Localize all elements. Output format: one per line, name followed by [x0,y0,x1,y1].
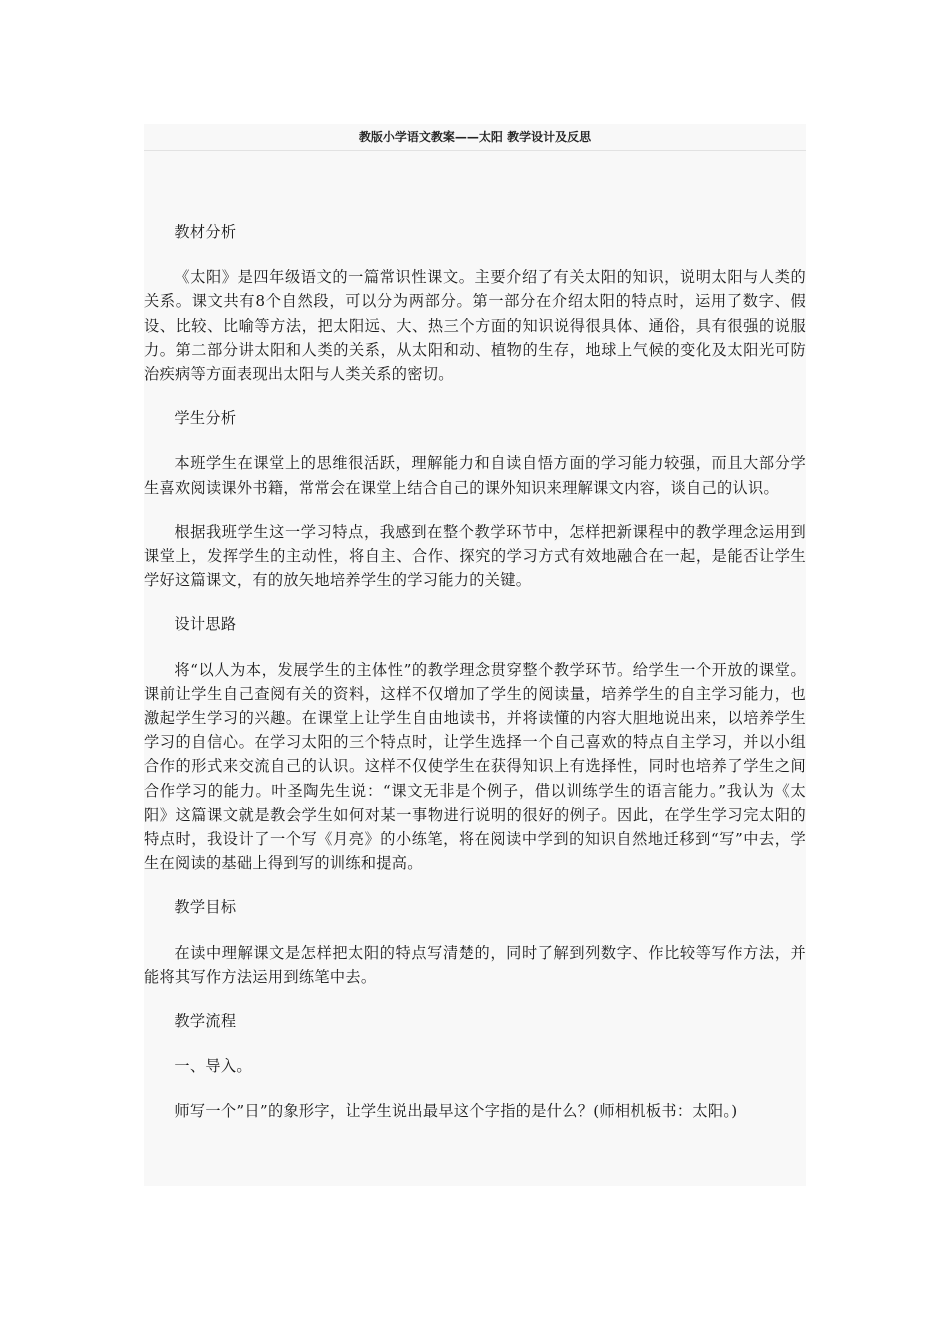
paragraph-design-idea: 将“以人为本，发展学生的主体性”的教学理念贯穿整个教学环节。给学生一个开放的课堂。课前让学生自己查阅有关的资料，这样不仅增加了学生的阅读量，培养学生的自主学习能力，也激起学生学习的兴趣。在课堂上让学生自由地读书，并将读懂的内容大胆地说出来，以培养学生学习的自信心。在学习太阳的三个特点时，让学生选择一个自己喜欢的特点自主学习，并以小组合作的形式来交流自己的认识。这样不仅使学生在获得知识上有选择性，同时也培养了学生之间合作学习的能力。叶圣陶先生说：“课文无非是个例子，借以训练学生的语言能力。”我认为《太阳》这篇课文就是教会学生如何对某一事物进行说明的很好的例子。因此，在学生学习完太阳的特点时，我设计了一个写《月亮》的小练笔，将在阅读中学到的知识自然地迁移到“写”中去，学生在阅读的基础上得到写的训练和提高。 [144,660,806,873]
document-page [144,124,806,1186]
heading-textbook-analysis: 教材分析 [174,223,237,241]
paragraph-introduction: 师写一个”日”的象形字，让学生说出最早这个字指的是什么？(师相机板书：太阳。) [174,1102,738,1121]
paragraph-textbook-analysis: 《太阳》是四年级语文的一篇常识性课文。主要介绍了有关太阳的知识，说明太阳与人类的关系。课文共有8个自然段，可以分为两部分。第一部分在介绍太阳的特点时，运用了数字、假设、比较、比喻等方法，把太阳远、大、热三个方面的知识说得很具体、通俗，具有很强的说服力。第二部分讲太阳和人类的关系，从太阳和动、植物的生存，地球上气候的变化及太阳光可防治疾病等方面表现出太阳与人类关系的密切。 [144,268,806,384]
document-body [144,220,806,1144]
paragraph-student-analysis-1: 本班学生在课堂上的思维很活跃，理解能力和自读自悟方面的学习能力较强，而且大部分学生喜欢阅读课外书籍，常常会在课堂上结合自己的课外知识来理解课文内容，谈自己的认识。 [144,454,806,497]
heading-design-idea: 设计思路 [174,615,237,634]
paragraph-teaching-goal: 在读中理解课文是怎样把太阳的特点写清楚的，同时了解到列数字、作比较等写作方法，并能将其写作方法运用到练笔中去。 [144,943,806,986]
heading-teaching-goal: 教学目标 [174,898,237,917]
document-title: 教版小学语文教案——太阳 教学设计及反思 [144,124,806,151]
paragraph-student-analysis-2: 根据我班学生这一学习特点，我感到在整个教学环节中，怎样把新课程中的教学理念运用到课堂上，发挥学生的主动性，将自主、合作、探究的学习方式有效地融合在一起，是能否让学生学好这篇课文，有的放矢地培养学生的学习能力的关键。 [144,522,806,590]
heading-teaching-process: 教学流程 [174,1012,237,1031]
heading-student-analysis: 学生分析 [174,409,237,428]
subheading-introduction: 一、导入。 [174,1057,252,1076]
